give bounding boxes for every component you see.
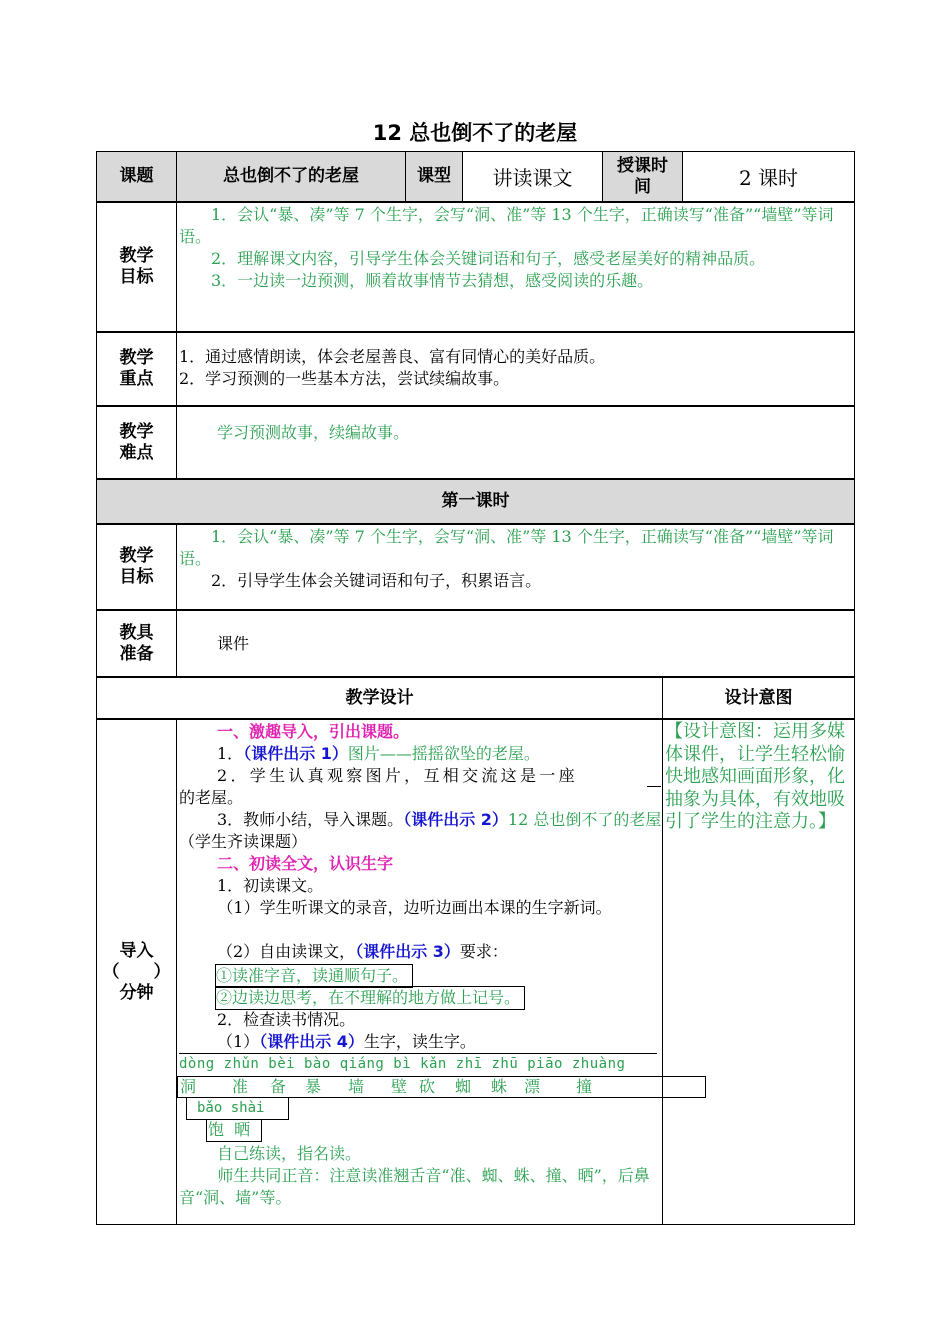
header-row	[96, 151, 855, 202]
hanzi-char: 洞	[180, 1077, 197, 1096]
pronunciation-correction: 师生共同正音：注意读准翘舌音“准、蜘、蛛、撞、晒”，后鼻音“洞、墙”等。	[179, 1166, 650, 1207]
step-text: 3．教师小结，导入课题。	[217, 810, 404, 829]
intro-minutes-label: 导入（ ）分钟	[102, 940, 171, 1003]
lesson1-heading: 第一课时	[96, 479, 855, 524]
key-points-row	[96, 332, 855, 406]
difficulties-row	[96, 406, 855, 479]
design-intent: 【设计意图：运用多媒体课件，让学生轻松愉快地感知画面形象，化抽象为具体，有效地吸引了学生的注意力。】	[662, 720, 854, 1224]
courseware-cue: （课件出示 1）	[243, 744, 348, 763]
step-text: 要求：	[459, 942, 508, 961]
hanzi-char: 壁	[391, 1077, 408, 1096]
type-label: 课型	[405, 152, 462, 201]
page-title: 12 总也倒不了的老屋	[372, 121, 578, 145]
difficulties-label: 教学难点	[119, 421, 154, 463]
courseware-cue: （课件出示 4）	[259, 1032, 364, 1051]
design-content	[176, 720, 662, 1224]
lesson-title-ref: 12 总也倒不了的老屋	[507, 810, 662, 829]
goal-item: 3．一边读一边预测，顺着故事情节去猜想，感受阅读的乐趣。	[211, 271, 654, 290]
lesson1-goals-label: 教学目标	[119, 546, 154, 587]
time-label: 授课时间	[602, 152, 682, 201]
step-1-3	[217, 809, 661, 831]
lesson1-goals-row	[96, 524, 855, 610]
design-body-row	[96, 719, 855, 1225]
type-value: 讲读课文	[462, 152, 602, 201]
design-column-header: 教学设计	[345, 687, 414, 708]
pinyin-row-2: bǎo shài	[186, 1098, 289, 1120]
key-point-item: 1．通过感情朗读，体会老屋善良、富有同情心的美好品质。	[179, 347, 606, 366]
intent-column-header: 设计意图	[662, 678, 854, 718]
hanzi-char: 墙	[348, 1077, 365, 1096]
hanzi-char: 蜘	[455, 1077, 472, 1096]
step-1-2: 2．学生认真观察图片，互相交流这是一座	[217, 766, 578, 785]
goals-content	[176, 203, 854, 331]
step-1-3-cont: （学生齐读课题）	[179, 832, 308, 851]
lesson1-goal-item: 1．会认“暴、凑”等 7 个生字，会写“洞、准”等 13 个生字，正确读写“准备”“墙壁”等词语。	[179, 527, 834, 568]
goal-item: 2．理解课文内容，引导学生体会关键词语和句子，感受老屋美好的精神品质。	[211, 249, 766, 268]
step-text: 图片——摇摇欲坠的老屋。	[347, 744, 540, 763]
hanzi-row	[177, 1076, 706, 1098]
blank-line	[647, 786, 661, 787]
design-header-row	[96, 677, 855, 719]
courseware-cue: （课件出示 3）	[355, 942, 460, 961]
step-2-2: 2．检查读书情况。	[217, 1010, 356, 1029]
section-heading-2: 二、初读全文，认识生字	[217, 854, 394, 873]
key-points-content	[176, 333, 854, 405]
key-points-label: 教学重点	[119, 348, 154, 389]
goals-row	[96, 202, 855, 332]
hanzi-char: 撞	[576, 1077, 593, 1096]
step-2-2-1	[217, 1031, 476, 1053]
hanzi-char: 备	[270, 1077, 287, 1096]
practice-text: 自己练读，指名读。	[217, 1144, 362, 1163]
goals-label: 教学目标	[119, 246, 154, 287]
step-1-1	[217, 743, 540, 765]
difficulties-content: 学习预测故事，续编故事。	[176, 407, 854, 478]
goal-item: 1．会认“暴、凑”等 7 个生字，会写“洞、准”等 13 个生字，正确读写“准备”“墙壁”等词语。	[179, 205, 834, 246]
key-point-item: 2．学习预测的一些基本方法，尝试续编故事。	[179, 369, 510, 388]
pinyin-row: dòng zhǔn bèi bào qiáng bì kǎn zhī zhū piāo zhuàng	[179, 1053, 657, 1075]
period-value: 2 课时	[682, 152, 854, 201]
tools-label: 教具准备	[119, 622, 154, 664]
hanzi-char: 蛛	[491, 1077, 508, 1096]
step-text: 生字，读生字。	[363, 1032, 476, 1051]
hanzi-row-2: 饱 晒	[206, 1120, 262, 1142]
tools-row	[96, 610, 855, 677]
hanzi-char: 准	[232, 1077, 249, 1096]
step-1-2-cont: 的老屋。	[179, 788, 244, 807]
section-heading-1: 一、激趣导入，引出课题。	[217, 722, 410, 741]
step-2-1-2	[217, 941, 508, 963]
hanzi-char: 漂	[524, 1077, 541, 1096]
courseware-cue: （课件出示 2）	[403, 810, 508, 829]
requirement-1: ①读准字音，读通顺句子。	[215, 964, 413, 988]
topic-value: 总也倒不了的老屋	[176, 152, 405, 201]
topic-label: 课题	[97, 152, 176, 201]
lesson1-goals-content	[176, 525, 854, 609]
requirement-2: ②边读边思考，在不理解的地方做上记号。	[215, 986, 525, 1010]
step-text: （2）自由读课文，	[217, 942, 356, 961]
step-text: （1）	[217, 1032, 260, 1051]
hanzi-char: 暴	[305, 1077, 322, 1096]
lesson1-goal-item: 2．引导学生体会关键词语和句子，积累语言。	[211, 571, 542, 590]
step-2-1: 1．初读课文。	[217, 876, 324, 895]
step-number: 1．	[217, 744, 244, 763]
step-2-1-1: （1）学生听课文的录音，边听边画出本课的生字新词。	[217, 898, 612, 917]
tools-content: 课件	[176, 611, 854, 676]
hanzi-char: 砍	[419, 1077, 436, 1096]
